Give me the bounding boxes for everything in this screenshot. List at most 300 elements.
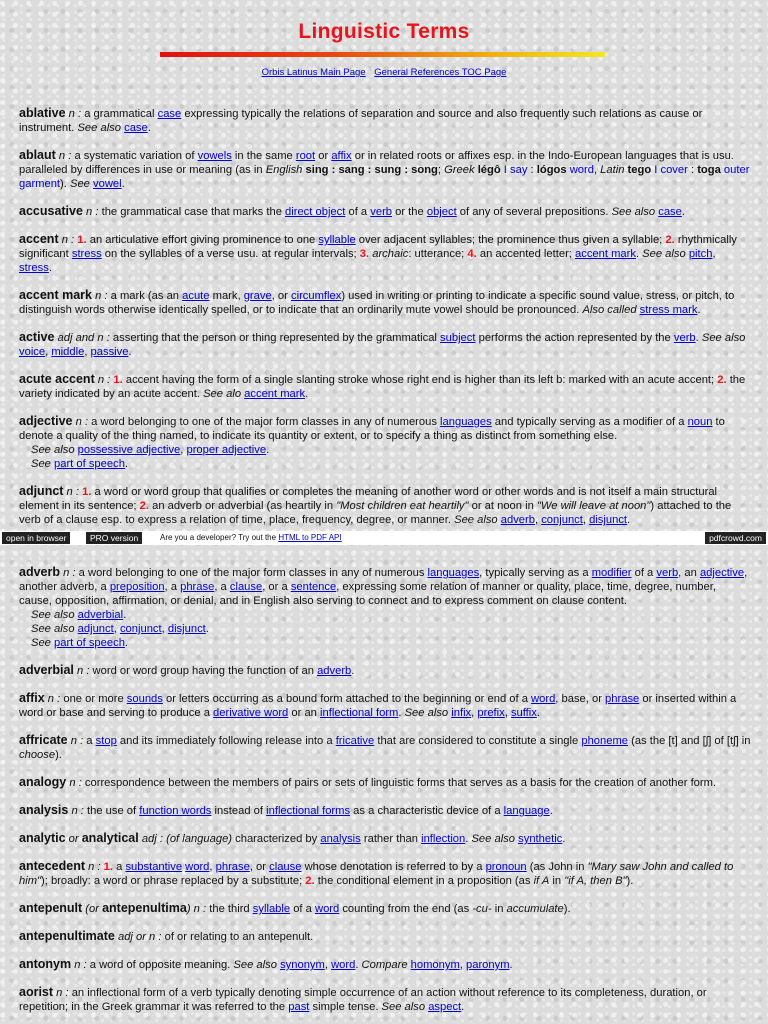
term-link[interactable]: acute [182, 290, 210, 302]
definition-text: , [180, 444, 187, 456]
entry-antepenult [19, 901, 751, 916]
term-link[interactable]: case [658, 206, 682, 218]
term-link[interactable]: pronoun [485, 861, 527, 873]
definition-text: . [465, 833, 472, 845]
definition-text: a systematic variation of [74, 150, 198, 162]
definition-text: a word belonging to one of the major form classes in any of numerous [78, 567, 428, 579]
headword: adjunct [19, 484, 64, 498]
sense-number: 1. [82, 486, 92, 498]
italic-text: See [70, 178, 94, 190]
italic-text: See also [77, 122, 125, 134]
term-link[interactable]: stop [95, 735, 117, 747]
entry-adjunct [19, 484, 751, 527]
definition-text: the grammatical case that marks the [101, 206, 286, 218]
term-link[interactable]: verb [370, 206, 393, 218]
main-page-link[interactable]: Orbis Latinus Main Page [261, 67, 366, 78]
definition-text: and its immediately following release into a [116, 735, 336, 747]
example-form: tego [627, 164, 652, 176]
definition-text: the third [209, 903, 253, 915]
term-link[interactable]: past [288, 1001, 310, 1013]
definition-text: and typically serving as a modifier of a [491, 416, 688, 428]
definition-text: ); broadly: a word or phrase replaced by a substitute; [41, 875, 306, 887]
headword: antepenultimate [19, 929, 115, 943]
title-gradient-bar [160, 52, 605, 57]
entry-active [19, 330, 751, 359]
sense-number: 3. [359, 248, 370, 260]
headword: analogy [19, 775, 67, 789]
definition-text: . [48, 262, 52, 274]
definition-text: on the syllables of a verse usu. at regular intervals; [101, 248, 360, 260]
entry-antonym [19, 957, 751, 972]
term-link[interactable]: accent mark [244, 388, 306, 400]
term-link[interactable]: part of speech [54, 637, 125, 649]
example-form: sing : sang : sung : song [305, 164, 438, 176]
definition-text: of a [345, 206, 371, 218]
definition-text: in the same [231, 150, 296, 162]
definition-text: . [121, 178, 125, 190]
italic-text: if A [533, 875, 550, 887]
definition-text: rather than [360, 833, 422, 845]
term-link[interactable]: phrase [180, 581, 215, 593]
definition-text: a mark (as an [110, 290, 183, 302]
definition-text: . [205, 623, 209, 635]
term-link[interactable]: subject [440, 332, 476, 344]
italic-text: -cu- [472, 903, 492, 915]
entry-acute-accent [19, 372, 751, 401]
definition-text: an articulative effort giving prominence to one [86, 234, 319, 246]
italic-text: n : [82, 206, 102, 218]
term-link[interactable]: word [314, 903, 340, 915]
glossary-entries [19, 106, 751, 531]
italic-text: n : [65, 108, 85, 120]
term-link[interactable]: inflection [421, 833, 466, 845]
definition-text: . [266, 444, 270, 456]
entry-accusative [19, 204, 751, 219]
italic-text: adj : [138, 833, 167, 845]
definition-text: a word or word group that qualifies or completes the meaning of another word or other words and is not itself a main structural element in its sentence; [19, 486, 718, 512]
term-link[interactable]: word [566, 164, 594, 176]
definition-text: . [627, 514, 631, 526]
definition-text: an inflectional form of a verb typically denoting simple occurrence of an action without reference to its completeness, duration, or repetition; in the Greek grammar it was referred to the [19, 987, 707, 1013]
italic-text: Compare [361, 959, 411, 971]
definition-text: , [113, 623, 120, 635]
italic-text: See also [642, 248, 689, 260]
definition-text: in [549, 875, 565, 887]
definition-text: over adjacent syllables; the prominence thus given a syllable; [355, 234, 666, 246]
term-link[interactable]: direct object [285, 206, 346, 218]
definition-text: , or a [262, 581, 291, 593]
term-link[interactable]: clause [229, 581, 263, 593]
italic-text: n : [44, 693, 64, 705]
term-link[interactable]: phoneme [581, 735, 628, 747]
definition-text: (as the [t] and [ʃ] of [tʃ] in [628, 735, 751, 747]
headword: analytic [19, 831, 66, 845]
italic-text: See also [31, 444, 78, 456]
definition-text: the use of [87, 805, 140, 817]
headword: adjective [19, 414, 73, 428]
italic-text: See also [381, 1001, 429, 1013]
entry-accent-mark [19, 288, 751, 317]
pdfcrowd-link[interactable]: pdfcrowd.com [705, 532, 766, 544]
term-link[interactable]: adverb [500, 514, 535, 526]
term-link[interactable]: adjunct [77, 623, 114, 635]
definition-text: simple tense. [309, 1001, 382, 1013]
definition-text: . [124, 637, 129, 649]
italic-text: n : [67, 735, 87, 747]
definition-text: . [697, 304, 701, 316]
term-link[interactable]: preposition [109, 581, 165, 593]
italic-text: choose [19, 749, 56, 761]
headword: analytical [81, 831, 139, 845]
term-link[interactable]: infix [451, 707, 472, 719]
definition-text: . [461, 1001, 465, 1013]
italic-text: (of language) [166, 833, 236, 845]
definition-text: . [124, 458, 129, 470]
term-link[interactable]: adverbial [77, 609, 124, 621]
definition-text: , a [164, 581, 181, 593]
term-link[interactable]: analysis [320, 833, 361, 845]
headword: active [19, 330, 55, 344]
italic-text: See also [701, 332, 746, 344]
top-links [0, 67, 768, 79]
term-link[interactable]: phrase [215, 861, 250, 873]
entry-analysis [19, 803, 751, 818]
definition-text: ) used in writing or printing to indicate a specific sound value, stress, or pitch, to distinguish words otherwise identically spelled, or to indicate that an ordinarily mute vowel should be pronounced. [19, 290, 735, 316]
term-link[interactable]: disjunct [167, 623, 206, 635]
term-link[interactable]: verb [656, 567, 679, 579]
definition-text: or [315, 150, 332, 162]
entry-accent [19, 232, 751, 275]
italic-text: See also [471, 833, 519, 845]
entry-affricate [19, 733, 751, 762]
italic-text: n : [73, 665, 93, 677]
definition-text: or at noon in [468, 500, 537, 512]
definition-text: an accented letter; [476, 248, 576, 260]
italic-text: n : [71, 959, 90, 971]
headword: accent mark [19, 288, 92, 302]
definition-text: , [593, 164, 601, 176]
headword: aorist [19, 985, 54, 999]
italic-text: n : [63, 486, 83, 498]
definition-text: or letters occurring as a bound form attached to the beginning or end of a [162, 693, 532, 705]
definition-text: characterized by [235, 833, 321, 845]
definition-text: asserting that the person or thing represented by the grammatical [112, 332, 441, 344]
definition-text: the conditional element in a proposition (as [314, 875, 534, 887]
definition-text: . [509, 959, 513, 971]
italic-text: See also [31, 609, 78, 621]
term-link[interactable]: synonym [280, 959, 325, 971]
italic-text: (or [82, 903, 103, 915]
term-link[interactable]: I cover [651, 164, 688, 176]
definition-text: a [86, 735, 96, 747]
definition-text: , another adverb, a [19, 567, 748, 593]
term-link[interactable]: sounds [126, 693, 163, 705]
term-link[interactable]: prefix [477, 707, 505, 719]
definition-text: . [123, 609, 127, 621]
definition-text: a word belonging to one of the major form classes in any of numerous [91, 416, 441, 428]
term-link[interactable]: syllable [252, 903, 291, 915]
glossary-entries [19, 565, 751, 1024]
italic-text: n : [94, 374, 114, 386]
italic-text: n : [53, 987, 72, 999]
definition-text: . [128, 346, 132, 358]
definition-text: expressing typically the relations of separation and source and also frequently such relations as cause or instrument. [19, 108, 703, 134]
term-link[interactable]: voice [19, 346, 46, 358]
italic-text: Also called [582, 304, 640, 316]
definition-text: of any of several prepositions. [456, 206, 612, 218]
developer-message-text: Are you a developer? Try out the [160, 533, 277, 542]
term-link[interactable]: sentence [290, 581, 337, 593]
term-link[interactable]: adverb [317, 665, 352, 677]
definition-text: (as John in [526, 861, 588, 873]
term-link[interactable]: outer garment [19, 164, 750, 190]
definition-text: whose denotation is referred to by a [301, 861, 486, 873]
headword: ablative [19, 106, 66, 120]
sense-number: 2. [665, 234, 675, 246]
definition-text: or in related roots or affixes esp. in the Indo-European languages that is usu. paralleled by differences in use or meaning (as in [19, 150, 734, 176]
term-link[interactable]: languages [427, 567, 480, 579]
term-link[interactable]: stress [19, 262, 49, 274]
page-title: Linguistic Terms [298, 20, 470, 43]
term-link[interactable]: phrase [605, 693, 640, 705]
definition-text: instead of [211, 805, 267, 817]
definition-text: , [471, 707, 478, 719]
headword: antecedent [19, 859, 85, 873]
term-link[interactable]: modifier [591, 567, 632, 579]
definition-text: . [355, 959, 362, 971]
definition-text: . [549, 805, 553, 817]
definition-text: ). [55, 749, 62, 761]
definition-text: : utterance; [408, 248, 468, 260]
term-link[interactable]: substantive [125, 861, 183, 873]
term-link[interactable]: derivative word [213, 707, 289, 719]
definition-text: the variety indicated by an acute accent. [19, 374, 746, 400]
term-link[interactable]: clause [269, 861, 302, 873]
definition-text: in [491, 903, 507, 915]
term-link[interactable]: noun [687, 416, 713, 428]
italic-text: n : [72, 416, 92, 428]
definition-text: mark, [209, 290, 244, 302]
definition-text: performs the action represented by the [475, 332, 674, 344]
toc-page-link[interactable]: General References TOC Page [374, 67, 507, 78]
definition-text: word or word group having the function of an [92, 665, 318, 677]
definition-text: , [534, 514, 542, 526]
italic-text: n : [68, 805, 87, 817]
term-link[interactable]: languages [440, 416, 492, 428]
sense-number: 1. [113, 374, 123, 386]
italic-text: or [65, 833, 82, 845]
entry-ablaut [19, 148, 751, 191]
italic-text: See [31, 458, 55, 470]
italic-text: adj or n : [114, 931, 165, 943]
definition-text: a grammatical [84, 108, 158, 120]
entry-antepenultimate [19, 929, 751, 944]
entry-affix [19, 691, 751, 720]
definition-text: : [530, 164, 537, 176]
italic-text: Latin [600, 164, 628, 176]
term-link[interactable]: part of speech [54, 458, 125, 470]
term-link[interactable]: proper adjective [186, 444, 267, 456]
definition-text: ). [60, 178, 70, 190]
headword: analysis [19, 803, 69, 817]
see-also-line [19, 457, 751, 471]
headword: antepenultima [102, 901, 187, 915]
sense-number: 2. [717, 374, 727, 386]
definition-text: ). [626, 875, 634, 887]
term-link[interactable]: stress mark [639, 304, 698, 316]
headword: adverbial [19, 663, 74, 677]
entry-adverb [19, 565, 751, 650]
definition-text: correspondence between the members of pairs or sets of linguistic forms that serves as a basis for the creation of another form. [84, 777, 717, 789]
term-link[interactable]: passive [90, 346, 129, 358]
headword: acute accent [19, 372, 95, 386]
italic-text: n : [55, 150, 75, 162]
definition-text: as a characteristic device of a [350, 805, 504, 817]
term-link[interactable]: word [531, 693, 556, 705]
term-link[interactable]: I say [500, 164, 531, 176]
definition-text: , [504, 707, 511, 719]
italic-text: n : [66, 777, 85, 789]
sense-number: 2. [139, 500, 149, 512]
sense-number: 1. [103, 861, 113, 873]
page-2 [0, 545, 768, 1024]
entry-adverbial [19, 663, 751, 678]
term-link[interactable]: circumflex [290, 290, 342, 302]
headword: affix [19, 691, 45, 705]
definition-text: , [324, 959, 332, 971]
definition-text: , [209, 861, 216, 873]
term-link[interactable]: homonym [410, 959, 460, 971]
italic-text: adj and n : [54, 332, 113, 344]
term-link[interactable]: affix [331, 150, 352, 162]
italic-text: See also [611, 206, 659, 218]
definition-text: ) attached to the verb of a clause esp. to express a relation of time, place, frequency, degree, or manner. [19, 500, 732, 526]
entry-ablative [19, 106, 751, 135]
see-also-line [19, 636, 751, 650]
definition-text: ). [563, 903, 571, 915]
term-link[interactable]: aspect [428, 1001, 462, 1013]
term-link[interactable]: conjunct [541, 514, 583, 526]
definition-text: , [459, 959, 467, 971]
term-link[interactable]: vowel [93, 178, 122, 190]
definition-text: of or relating to an antepenult. [164, 931, 314, 943]
term-link[interactable]: accent mark [575, 248, 636, 260]
term-link[interactable]: language [503, 805, 550, 817]
definition-text: . [351, 665, 355, 677]
headword: ablaut [19, 148, 56, 162]
term-link[interactable]: root [295, 150, 316, 162]
italic-text: See also [454, 514, 501, 526]
term-link[interactable]: fricative [335, 735, 375, 747]
entry-adjective [19, 414, 751, 471]
term-link[interactable]: object [426, 206, 457, 218]
term-link[interactable]: case [124, 122, 148, 134]
term-link[interactable]: suffix [510, 707, 537, 719]
italic-text: See alo [203, 388, 245, 400]
italic-text: n : [85, 861, 104, 873]
entry-aorist [19, 985, 751, 1014]
term-link[interactable]: inflectional form [320, 707, 399, 719]
italic-text: accumulate [506, 903, 564, 915]
term-link[interactable]: stress [71, 248, 102, 260]
term-link[interactable]: grave [243, 290, 272, 302]
sense-number: 2. [305, 875, 315, 887]
see-also-line [19, 608, 751, 622]
term-link[interactable]: paronym [466, 959, 510, 971]
italic-text: See [31, 637, 55, 649]
term-link[interactable]: disjunct [589, 514, 628, 526]
definition-text: , [582, 514, 590, 526]
term-link[interactable]: pitch [688, 248, 713, 260]
definition-text: , [45, 346, 52, 358]
italic-text: archaic [369, 248, 409, 260]
sense-number: 1. [77, 234, 87, 246]
sense-number: 4. [467, 248, 477, 260]
definition-text: , a [214, 581, 230, 593]
definition-text: . [536, 707, 540, 719]
example-form: toga [697, 164, 721, 176]
definition-text: , or [271, 290, 291, 302]
headword: antonym [19, 957, 72, 971]
definition-text: an adverb or adverbial (as heartily in [149, 500, 337, 512]
headword: antepenult [19, 901, 83, 915]
headword: affricate [19, 733, 68, 747]
italic-text: See also [404, 707, 452, 719]
italic-text: n : [60, 567, 79, 579]
term-link[interactable]: word [185, 861, 210, 873]
definition-text: to denote a quality of the thing named, to indicate its quantity or extent, or to specify a thing as distinct from something else. [19, 416, 725, 442]
term-link[interactable]: case [157, 108, 182, 120]
definition-text: that are considered to constitute a single [374, 735, 582, 747]
term-link[interactable]: function words [139, 805, 212, 817]
term-link[interactable]: syllable [318, 234, 356, 246]
definition-text: one or more [63, 693, 127, 705]
term-link[interactable]: vowels [197, 150, 232, 162]
definition-text: a [113, 861, 126, 873]
definition-text: counting from the end (as [339, 903, 473, 915]
definition-text: accent having the form of a single slanting stroke whose right end is higher than its left b: marked with an acute accent; [122, 374, 718, 386]
definition-text: . [681, 206, 685, 218]
term-link[interactable]: adjective [699, 567, 745, 579]
term-link[interactable]: inflectional forms [266, 805, 351, 817]
term-link[interactable]: middle [51, 346, 85, 358]
pro-version-button[interactable]: PRO version [86, 532, 142, 544]
term-link[interactable]: word [331, 959, 356, 971]
definition-text: . [695, 332, 702, 344]
italic-text: English [265, 164, 306, 176]
definition-text: , an [678, 567, 700, 579]
definition-text: . [305, 388, 309, 400]
italic-text: "Most children eat heartily" [336, 500, 469, 512]
definition-text: or the [392, 206, 427, 218]
definition-text: , typically serving as a [479, 567, 592, 579]
term-link[interactable]: possessive adjective [77, 444, 181, 456]
definition-text: , [84, 346, 91, 358]
definition-text: ; [437, 164, 445, 176]
term-link[interactable]: verb [673, 332, 696, 344]
definition-text: . [398, 707, 405, 719]
italic-text: "We will leave at noon" [536, 500, 651, 512]
definition-text: , expressing some relation of manner or quality, place, time, degree, number, cause, opposition, affirmation, or denial, and in English also serving to connect and to express comment on clause content. [19, 581, 716, 607]
italic-text: "if A, then B" [564, 875, 627, 887]
term-link[interactable]: synthetic [518, 833, 563, 845]
html-to-pdf-api-link[interactable]: HTML to PDF API [278, 533, 342, 542]
open-in-browser-button[interactable]: open in browser [2, 532, 70, 544]
headword: accent [19, 232, 59, 246]
term-link[interactable]: conjunct [119, 623, 162, 635]
definition-text: , base, or [555, 693, 606, 705]
italic-text: n : [91, 290, 111, 302]
